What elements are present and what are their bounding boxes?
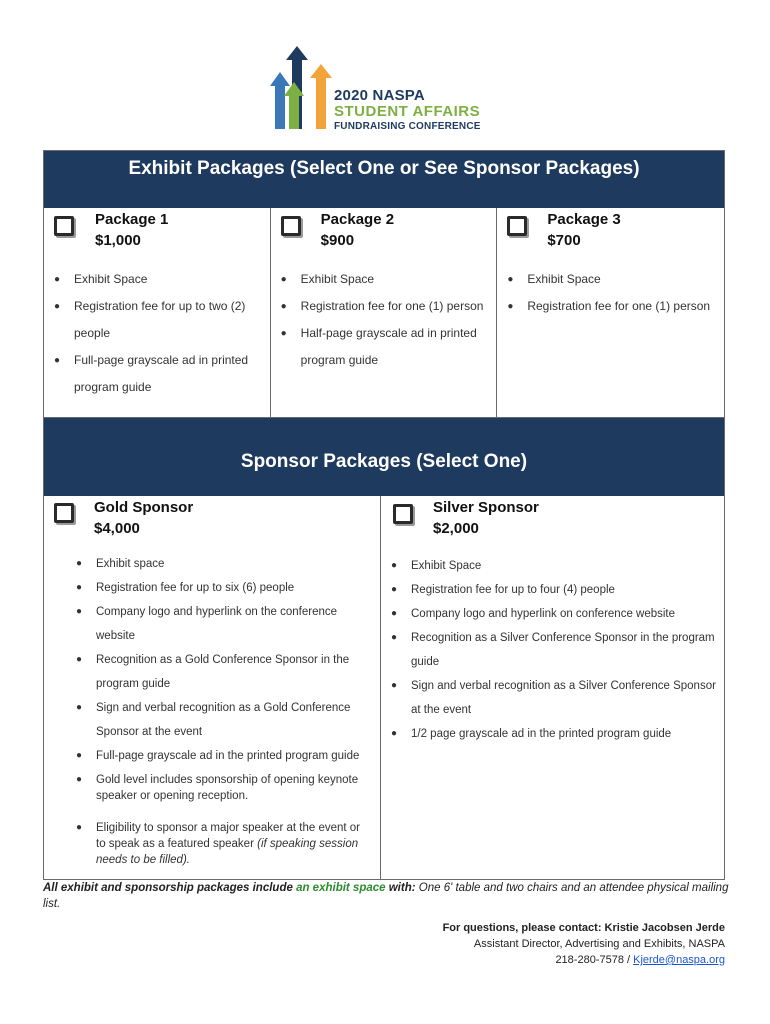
conference-logo — [268, 44, 508, 134]
arrows-logo-icon — [268, 44, 338, 134]
silver-sponsor-name: Silver Sponsor — [433, 499, 539, 516]
gold-sponsor-features — [76, 552, 370, 868]
list-item: ● 1/2 page grayscale ad in the printed program guide — [391, 728, 672, 740]
contact-block — [443, 920, 725, 968]
logo-wordmark — [334, 88, 481, 132]
silver-sponsor-column — [381, 496, 724, 879]
sponsor-packages-table — [43, 418, 725, 880]
footnote-detail: One 6' table and two chairs and an attendee physical mailing list. — [43, 882, 729, 910]
gold-sponsor-price: $4,000 — [94, 520, 140, 537]
contact-phone-email — [443, 952, 725, 968]
list-item: ● Registration fee for up to six (6) people — [76, 582, 295, 594]
package-3-features — [507, 266, 718, 320]
exhibit-packages-header: Exhibit Packages (Select One or See Sponsor Packages) — [44, 151, 724, 208]
package-2-column — [271, 208, 498, 417]
gold-sponsor-title — [94, 497, 193, 539]
package-2-name: Package 2 — [320, 211, 395, 228]
list-item: ● Registration fee for up to four (4) people — [391, 584, 615, 596]
package-1-name: Package 1 — [95, 211, 169, 228]
package-3-title — [547, 209, 620, 251]
exhibit-packages-table — [43, 150, 725, 418]
gold-sponsor-checkbox[interactable] — [54, 503, 74, 523]
package-2-features — [280, 266, 491, 374]
contact-email-link[interactable]: Kjerde@naspa.org — [633, 954, 725, 966]
package-1-features — [54, 266, 264, 401]
silver-sponsor-price: $2,000 — [433, 520, 479, 537]
package-1-title — [95, 209, 168, 251]
list-item: ● Exhibit Space — [507, 272, 601, 286]
gold-sponsor-name: Gold Sponsor — [94, 499, 194, 516]
list-item: ● Registration fee for one (1) person — [280, 299, 484, 313]
sponsor-packages-header: Sponsor Packages (Select One) — [44, 418, 724, 496]
list-item: ● Half-page grayscale ad in printed program guide — [280, 326, 477, 367]
package-3-column — [497, 208, 724, 417]
package-3-name: Package 3 — [547, 211, 621, 228]
list-item: ● Eligibility to sponsor a major speaker at the event or to speak as a featured speaker (if speaking session needs to be filled). — [76, 822, 360, 866]
list-item: ● Gold level includes sponsorship of opening keynote speaker or opening reception. — [76, 774, 359, 802]
contact-phone: 218-280-7578 / — [555, 954, 634, 966]
logo-line-2: STUDENT AFFAIRS — [334, 103, 481, 120]
list-item: ● Company logo and hyperlink on conference website — [391, 608, 676, 620]
list-item: ● Registration fee for one (1) person — [507, 299, 711, 313]
package-2-price: $900 — [320, 232, 355, 249]
silver-sponsor-features — [391, 554, 718, 746]
list-item: ● Sign and verbal recognition as a Silver Conference Sponsor at the event — [391, 680, 716, 716]
packages-footnote — [43, 880, 733, 912]
list-item: ● Exhibit Space — [54, 272, 148, 286]
list-item: ● Company logo and hyperlink on the conference website — [76, 606, 338, 642]
package-2-title — [321, 209, 394, 251]
list-item: ● Exhibit Space — [280, 272, 375, 286]
list-item: ● Exhibit Space — [391, 560, 482, 572]
gold-sponsor-column — [44, 496, 381, 879]
footnote-lead: All exhibit and sponsorship packages include — [43, 882, 297, 894]
contact-heading: For questions, please contact: Kristie Jacobsen Jerde — [442, 922, 725, 934]
list-item: ● Full-page grayscale ad in printed program guide — [54, 353, 249, 394]
list-item: ● Full-page grayscale ad in the printed program guide — [76, 750, 360, 762]
package-3-price: $700 — [547, 232, 581, 249]
package-3-checkbox[interactable] — [507, 216, 527, 236]
list-item: ● Exhibit space — [76, 558, 165, 570]
package-2-checkbox[interactable] — [281, 216, 301, 236]
list-item: ● Sign and verbal recognition as a Gold Conference Sponsor at the event — [76, 702, 351, 738]
footnote-with: with: — [385, 882, 416, 894]
logo-line-3: FUNDRAISING CONFERENCE — [334, 121, 481, 132]
footnote-highlight: an exhibit space — [296, 882, 386, 894]
contact-title: Assistant Director, Advertising and Exhibits, NASPA — [473, 938, 725, 950]
speaking-note: (if speaking session needs to be filled). — [96, 838, 359, 866]
list-item: ● Recognition as a Silver Conference Sponsor in the program guide — [391, 632, 715, 668]
package-1-price: $1,000 — [95, 232, 141, 249]
package-1-column — [44, 208, 271, 417]
list-item: ● Recognition as a Gold Conference Sponsor in the program guide — [76, 654, 350, 690]
silver-sponsor-title — [433, 497, 539, 539]
list-item: ● Registration fee for up to two (2) people — [54, 299, 246, 340]
logo-line-1: 2020 NASPA — [334, 87, 425, 104]
silver-sponsor-checkbox[interactable] — [393, 504, 413, 524]
package-1-checkbox[interactable] — [54, 216, 74, 236]
